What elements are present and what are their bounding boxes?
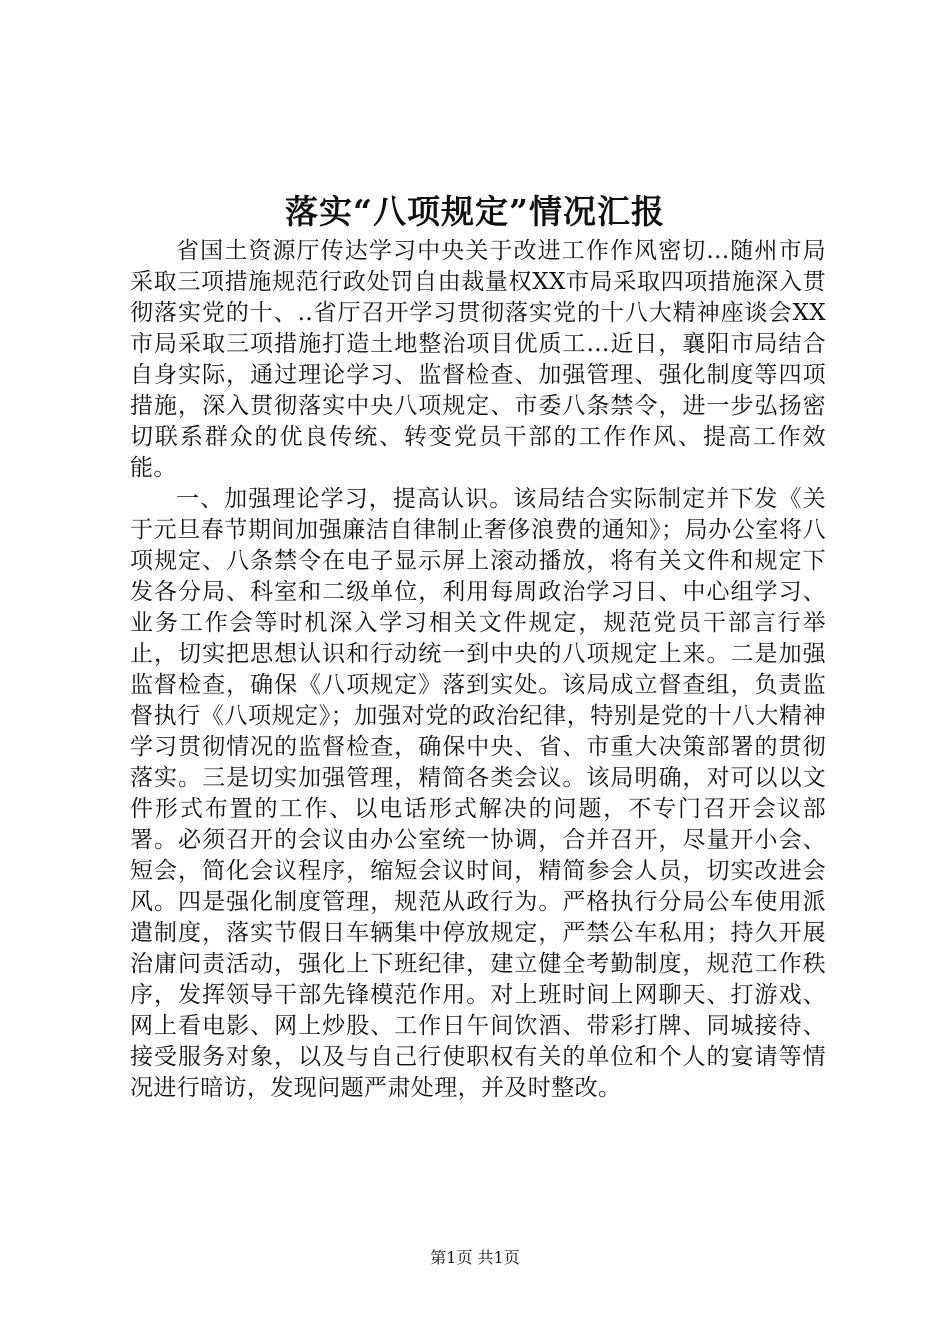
page-number-footer: 第1页 共1页 <box>430 1248 520 1267</box>
paragraph-measures: 一、加强理论学习，提高认识。该局结合实际制定并下发《关于元旦春节期间加强廉洁自律制止奢侈浪费的通知》；局办公室将八项规定、八条禁令在电子显示屏上滚动播放，将有关文件和规定下发各分局、科室和二级单位，利用每周政治学习日、中心组学习、业务工作会等时机深入学习相关文件规定，规范党员干部言行举止，切实把思想认识和行动统一到中央的八项规定上来。二是加强监督检查，确保《八项规定》落到实处。该局成立督查组，负责监督执行《八项规定》；加强对党的政治纪律，特别是党的十八大精神学习贯彻情况的监督检查，确保中央、省、市重大决策部署的贯彻落实。三是切实加强管理，精简各类会议。该局明确，对可以以文件形式布置的工作、以电话形式解决的问题，不专门召开会议部署。必须召开的会议由办公室统一协调，合并召开，尽量开小会、短会，简化会议程序，缩短会议时间，精简参会人员，切实改进会风。四是强化制度管理，规范从政行为。严格执行分局公车使用派遣制度，落实节假日车辆集中停放规定，严禁公车私用；持久开展治庸问责活动，强化上下班纪律，建立健全考勤制度，规范工作秩序，发挥领导干部先锋模范作用。对上班时间上网聊天、打游戏、网上看电影、网上炒股、工作日午间饮酒、带彩打牌、同城接待、接受服务对象，以及与自己行使职权有关的单位和个人的宴请等情况进行暗访，发现问题严肃处理，并及时整改。 <box>130 486 826 1101</box>
document-body <box>130 236 826 1104</box>
paragraph-intro: 省国土资源厅传达学习中央关于改进工作作风密切...随州市局采取三项措施规范行政处罚自由裁量权XX市局采取四项措施深入贯彻落实党的十、..省厅召开学习贯彻落实党的十八大精神座谈会XX市局采取三项措施打造土地整治项目优质工...近日，襄阳市局结合自身实际，通过理论学习、监督检查、加强管理、强化制度等四项措施，深入贯彻落实中央八项规定、市委八条禁令，进一步弘扬密切联系群众的优良传统、转变党员干部的工作作风、提高工作效能。 <box>130 238 826 481</box>
page-title: 落实“八项规定”情况汇报 <box>285 192 665 231</box>
